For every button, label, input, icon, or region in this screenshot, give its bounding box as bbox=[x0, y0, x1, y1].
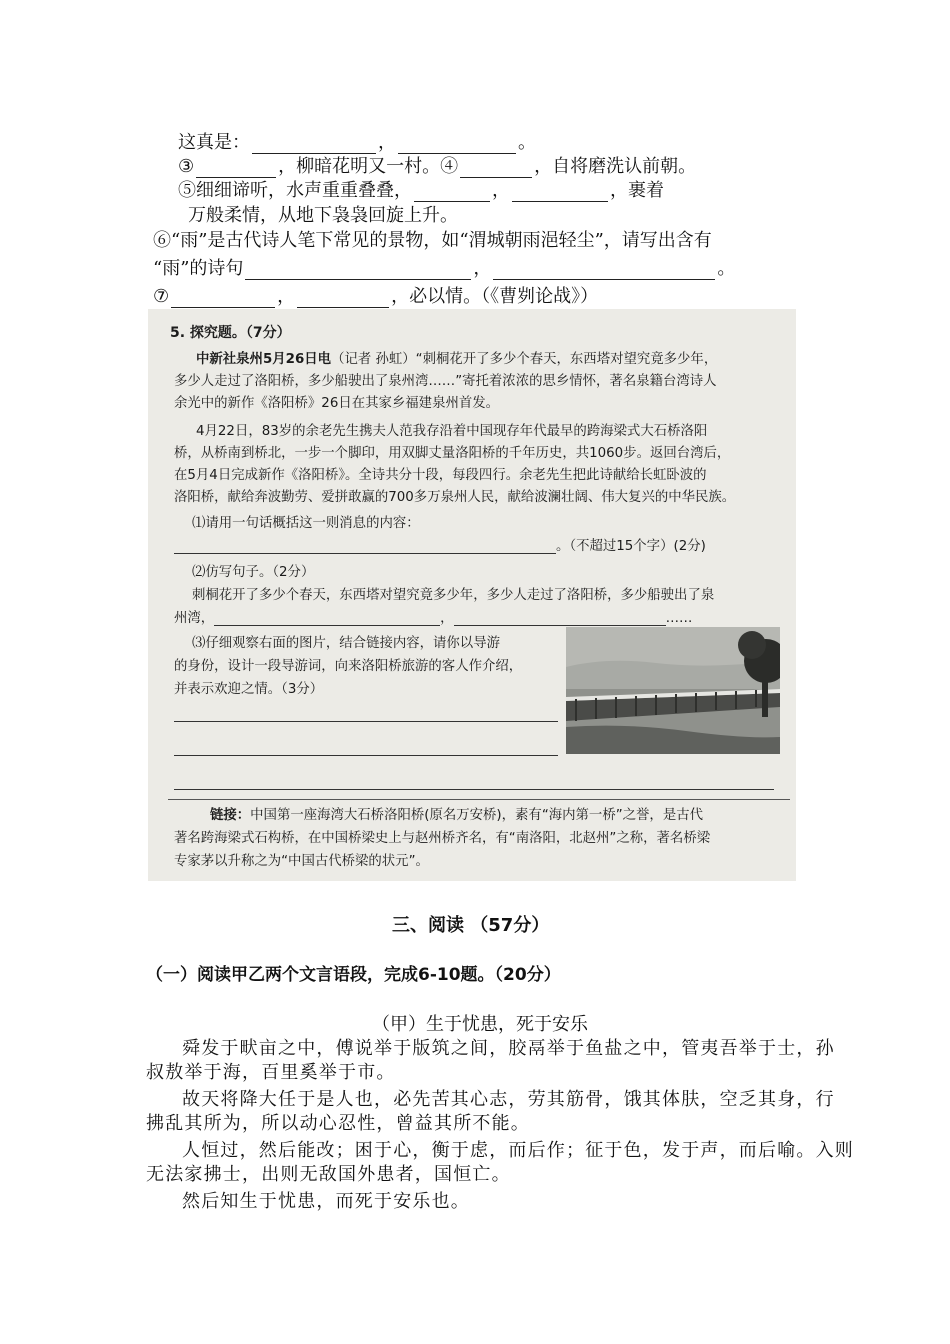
line-text: ， bbox=[473, 258, 492, 279]
link-line-3: 专家茅以升称之为“中国古代桥梁的状元”。 bbox=[174, 854, 429, 869]
news-text: （记者 孙虹）“刺桐花开了多少个春天，东西塔对望究竟多少年， bbox=[331, 352, 718, 367]
bridge-photo-icon bbox=[566, 627, 780, 754]
subquestion-2: ⑵仿写句子。（2分） bbox=[192, 565, 315, 580]
subquestion-1: ⑴请用一句话概括这一则消息的内容： bbox=[192, 516, 420, 531]
fill-line-3 bbox=[178, 176, 664, 202]
scanned-question-5 bbox=[148, 309, 796, 881]
line-text: ，柳暗花明又一村。④ bbox=[278, 156, 459, 177]
section-title: 三、阅读 （57分） bbox=[392, 915, 550, 936]
subquestion-3-line-1: ⑶仔细观察右面的图片，结合链接内容，请你以导游 bbox=[192, 636, 500, 651]
line-text: …… bbox=[665, 611, 693, 626]
section-subtitle: （一）阅读甲乙两个文言语段，完成6-10题。（20分） bbox=[146, 965, 561, 985]
subquestion-2-text: 刺桐花开了多少个春天，东西塔对望究竟多少年，多少人走过了洛阳桥，多少船驶出了泉 bbox=[192, 588, 715, 603]
link-line-2: 著名跨海梁式石构桥，在中国桥梁史上与赵州桥齐名，有“南洛阳，北赵州”之称，著名桥梁 bbox=[174, 831, 711, 846]
line-text: ， bbox=[492, 180, 510, 201]
passage-p1-line-2: 叔敖举于海，百里奚举于市。 bbox=[146, 1062, 396, 1083]
line-text: ， bbox=[277, 286, 296, 307]
line-text: 这真是： bbox=[178, 132, 250, 153]
line-text: ， bbox=[440, 611, 454, 626]
link-text: 中国第一座海湾大石桥洛阳桥(原名万安桥)，素有“海内第一桥”之誉，是古代 bbox=[250, 808, 703, 823]
passage-p1-line-1: 舜发于畎亩之中，傅说举于版筑之间，胶鬲举于鱼盐之中，管夷吾举于士，孙 bbox=[182, 1038, 835, 1059]
answer-blank[interactable] bbox=[512, 183, 608, 202]
passage-p3-line-2: 无法家拂士，出则无敌国外患者，国恒亡。 bbox=[146, 1164, 511, 1185]
news-line-4: 4月22日，83岁的余老先生携夫人范我存沿着中国现存年代最早的跨海梁式大石桥洛阳 bbox=[196, 424, 708, 439]
line-text: ，裹着 bbox=[610, 180, 664, 201]
answer-blank[interactable] bbox=[171, 289, 275, 308]
news-line-7: 洛阳桥，献给奔波勤劳、爱拼敢赢的700多万泉州人民，献给波澜壮阔、伟大复兴的中华民族。 bbox=[174, 490, 736, 505]
line-text: 。 bbox=[717, 258, 736, 279]
link-label: 链接： bbox=[210, 808, 251, 823]
fill-line-7 bbox=[153, 282, 598, 308]
passage-p2-line-1: 故天将降大任于是人也，必先苦其心志，劳其筋骨，饿其体肤，空乏其身，行 bbox=[182, 1089, 835, 1110]
line-text: 。 bbox=[518, 132, 536, 153]
subquestion-1-answer bbox=[174, 535, 706, 554]
fill-line-4: 万般柔情，从地下袅袅回旋上升。 bbox=[188, 205, 458, 226]
link-line-1 bbox=[210, 804, 703, 823]
fill-line-6 bbox=[153, 254, 735, 280]
line-text: “雨”的诗句 bbox=[153, 258, 244, 279]
passage-title: （甲）生于忧患，死于安乐 bbox=[372, 1014, 588, 1035]
fill-line-1 bbox=[178, 128, 536, 154]
subquestion-3-line-2: 的身份，设计一段导游词，向来洛阳桥旅游的客人作介绍， bbox=[174, 659, 523, 674]
news-lead: 中新社泉州5月26日电 bbox=[196, 352, 332, 367]
line-text: ， bbox=[378, 132, 396, 153]
news-line-6: 在5月4日完成新作《洛阳桥》。全诗共分十段，每段四行。余老先生把此诗献给长虹卧波的 bbox=[174, 468, 707, 483]
passage-p2-line-2: 拂乱其所为，所以动心忍性，曾益其所不能。 bbox=[146, 1113, 530, 1134]
answer-blank[interactable] bbox=[214, 611, 440, 626]
line-text: ③ bbox=[178, 156, 195, 177]
line-text: ⑦ bbox=[153, 286, 170, 307]
news-line-2: 多少人走过了洛阳桥，多少船驶出了泉州湾……”寄托着浓浓的思乡情怀，著名泉籍台湾诗人 bbox=[174, 374, 717, 389]
fill-line-2 bbox=[178, 152, 696, 178]
answer-blank[interactable] bbox=[174, 539, 556, 554]
answer-blank[interactable] bbox=[297, 289, 389, 308]
fill-line-5: ⑥“雨”是古代诗人笔下常见的景物，如“渭城朝雨浥轻尘”，请写出含有 bbox=[153, 230, 712, 251]
answer-line[interactable] bbox=[174, 755, 558, 756]
news-line-3: 余光中的新作《洛阳桥》26日在其家乡福建泉州首发。 bbox=[174, 396, 500, 411]
line-text: ⑤细细谛听，水声重重叠叠， bbox=[178, 180, 412, 201]
news-line-1 bbox=[196, 348, 717, 367]
news-line-5: 桥，从桥南到桥北，一步一个脚印，用双脚丈量洛阳桥的千年历史，共1060步。返回台湾后， bbox=[174, 446, 731, 461]
subquestion-3-line-3: 并表示欢迎之情。（3分） bbox=[174, 682, 324, 697]
answer-line[interactable] bbox=[174, 721, 558, 722]
divider bbox=[168, 799, 790, 800]
line-text: ，必以情。（《曹刿论战》） bbox=[391, 286, 599, 307]
subquestion-2-answer bbox=[174, 607, 692, 626]
line-text: ，自将磨洗认前朝。 bbox=[534, 156, 697, 177]
passage-p3-line-1: 人恒过，然后能改；困于心，衡于虑，而后作；征于色，发于声，而后喻。入则 bbox=[182, 1140, 854, 1161]
answer-blank[interactable] bbox=[493, 261, 715, 280]
line-text: 州湾， bbox=[174, 611, 215, 626]
passage-p4: 然后知生于忧患，而死于安乐也。 bbox=[182, 1191, 470, 1212]
answer-blank[interactable] bbox=[245, 261, 471, 280]
answer-blank[interactable] bbox=[454, 611, 666, 626]
score-note: 。（不超过15个字）(2分) bbox=[556, 539, 706, 554]
question-title: 5. 探究题。（7分） bbox=[170, 325, 291, 341]
answer-line[interactable] bbox=[174, 789, 774, 790]
answer-blank[interactable] bbox=[414, 183, 490, 202]
